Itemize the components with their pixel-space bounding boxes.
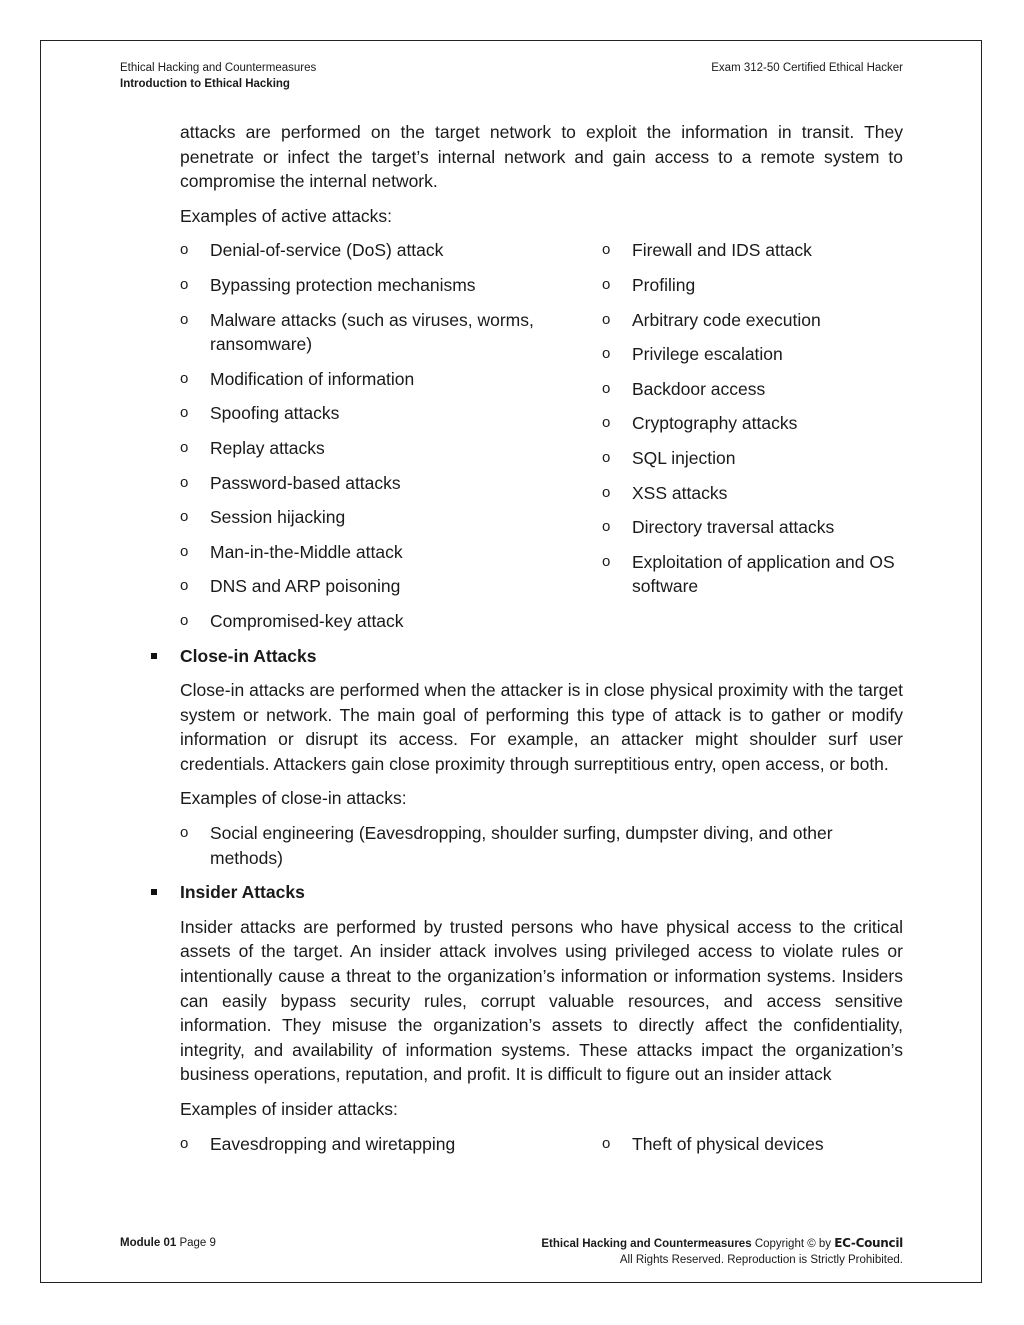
footer-module: Module 01 bbox=[120, 1237, 177, 1249]
insider-examples-columns bbox=[180, 1132, 903, 1167]
list-item-text: Directory traversal attacks bbox=[632, 517, 835, 538]
circle-bullet-icon: o bbox=[602, 310, 611, 328]
circle-bullet-icon: o bbox=[602, 241, 611, 259]
list-item-text: DNS and ARP poisoning bbox=[210, 576, 401, 597]
course-title: Ethical Hacking and Countermeasures bbox=[120, 62, 317, 74]
page-footer-left bbox=[120, 1235, 216, 1251]
list-item-text: Eavesdropping and wiretapping bbox=[210, 1133, 456, 1154]
list-item bbox=[180, 401, 602, 426]
list-item bbox=[180, 238, 602, 263]
list-item-text: Malware attacks (such as viruses, worms, ransomware) bbox=[210, 309, 534, 355]
insider-paragraph: Insider attacks are performed by trusted persons who have physical access to the critical assets of the target. An insider attack involves using privileged access to violate rules or intentionally cause a threat to the organization’s information or information systems. Insiders can easily bypass security rules, corrupt valuable resources, and access sensitive information. They misuse the organization’s assets to directly affect the confidentiality, integrity, and availability of information systems. These attacks impact the organization’s business operations, reputation, and profit. It is difficult to figure out an insider attack bbox=[180, 916, 903, 1085]
list-item-text: Modification of information bbox=[210, 368, 415, 389]
list-item-text: Spoofing attacks bbox=[210, 403, 340, 424]
footer-rights: All Rights Reserved. Reproduction is Strictly Prohibited. bbox=[619, 1254, 903, 1266]
list-item bbox=[602, 515, 902, 540]
list-item bbox=[602, 273, 902, 298]
circle-bullet-icon: o bbox=[180, 1134, 189, 1152]
circle-bullet-icon: o bbox=[180, 611, 189, 629]
list-item-text: Replay attacks bbox=[210, 437, 325, 458]
list-item bbox=[180, 574, 602, 599]
list-item bbox=[602, 342, 902, 367]
insider-heading-text: Insider Attacks bbox=[180, 882, 305, 903]
circle-bullet-icon: o bbox=[180, 241, 189, 259]
list-item bbox=[180, 273, 602, 298]
square-bullet-icon bbox=[151, 653, 157, 659]
list-item-text: Bypassing protection mechanisms bbox=[210, 274, 476, 295]
close-in-list bbox=[180, 821, 903, 870]
footer-copyright-text: Copyright © by bbox=[754, 1238, 832, 1250]
list-item bbox=[602, 446, 902, 471]
circle-bullet-icon: o bbox=[180, 542, 189, 560]
page-content bbox=[180, 120, 903, 1166]
square-bullet-icon bbox=[151, 889, 157, 895]
circle-bullet-icon: o bbox=[602, 275, 611, 293]
circle-bullet-icon: o bbox=[602, 345, 611, 363]
circle-bullet-icon: o bbox=[602, 518, 611, 536]
circle-bullet-icon: o bbox=[602, 379, 611, 397]
footer-page: Page 9 bbox=[179, 1237, 216, 1249]
footer-copyright-title: Ethical Hacking and Countermeasures bbox=[541, 1238, 752, 1250]
active-examples-label: Examples of active attacks: bbox=[180, 205, 393, 226]
list-item-text: Password-based attacks bbox=[210, 472, 401, 493]
list-item-text: Firewall and IDS attack bbox=[632, 240, 812, 261]
insider-list-left bbox=[180, 1132, 602, 1167]
list-item-text: Denial-of-service (DoS) attack bbox=[210, 240, 444, 261]
list-item bbox=[180, 540, 602, 565]
list-item bbox=[602, 550, 902, 599]
list-item-text: SQL injection bbox=[632, 447, 736, 468]
module-title: Introduction to Ethical Hacking bbox=[120, 78, 290, 90]
page-header-right bbox=[711, 60, 903, 76]
circle-bullet-icon: o bbox=[602, 448, 611, 466]
list-item bbox=[180, 471, 602, 496]
list-item bbox=[602, 1132, 902, 1157]
list-item-text: Cryptography attacks bbox=[632, 413, 798, 434]
list-item-text: Compromised-key attack bbox=[210, 610, 404, 631]
list-item-text: Theft of physical devices bbox=[632, 1133, 824, 1154]
ec-council-logo: EC-Council bbox=[834, 1236, 903, 1250]
circle-bullet-icon: o bbox=[602, 414, 611, 432]
list-item bbox=[180, 609, 602, 634]
circle-bullet-icon: o bbox=[180, 369, 189, 387]
list-item-text: Session hijacking bbox=[210, 507, 346, 528]
list-item bbox=[180, 1132, 602, 1157]
list-item-text: Privilege escalation bbox=[632, 344, 783, 365]
close-in-heading bbox=[180, 644, 903, 669]
circle-bullet-icon: o bbox=[180, 438, 189, 456]
close-in-paragraph: Close-in attacks are performed when the attacker is in close physical proximity with the target system or network. The main goal of performing this type of attack is to gather or modify information or disrupt its access. For example, an attacker might shoulder surf user credentials. Attackers gain close proximity through surreptitious entry, open access, or both. bbox=[180, 680, 903, 774]
list-item bbox=[180, 308, 602, 357]
circle-bullet-icon: o bbox=[602, 483, 611, 501]
list-item bbox=[602, 308, 902, 333]
page-header-left bbox=[120, 60, 316, 92]
list-item bbox=[602, 377, 902, 402]
insider-heading bbox=[180, 880, 903, 905]
page-footer-right bbox=[541, 1235, 903, 1268]
list-item-text: Backdoor access bbox=[632, 378, 766, 399]
list-item bbox=[180, 367, 602, 392]
intro-paragraph: attacks are performed on the target network to exploit the information in transit. They penetrate or infect the target’s internal network and gain access to a remote system to compromise the internal network. bbox=[180, 122, 903, 192]
circle-bullet-icon: o bbox=[180, 577, 189, 595]
circle-bullet-icon: o bbox=[602, 1134, 611, 1152]
active-list-left bbox=[180, 238, 602, 643]
close-in-examples-label: Examples of close-in attacks: bbox=[180, 788, 407, 809]
list-item-text: Social engineering (Eavesdropping, shoulder surfing, dumpster diving, and other methods) bbox=[210, 823, 833, 868]
list-item-text: Profiling bbox=[632, 274, 696, 295]
list-item bbox=[602, 481, 902, 506]
circle-bullet-icon: o bbox=[180, 275, 189, 293]
circle-bullet-icon: o bbox=[180, 310, 189, 328]
active-list-right bbox=[602, 238, 902, 643]
circle-bullet-icon: o bbox=[602, 552, 611, 570]
insider-list-right bbox=[602, 1132, 902, 1167]
list-item-text: XSS attacks bbox=[632, 482, 728, 503]
close-in-heading-text: Close-in Attacks bbox=[180, 645, 317, 666]
circle-bullet-icon: o bbox=[180, 473, 189, 491]
active-examples-columns bbox=[180, 238, 903, 643]
list-item bbox=[602, 238, 902, 263]
list-item bbox=[602, 411, 902, 436]
circle-bullet-icon: o bbox=[180, 508, 189, 526]
list-item-text: Man-in-the-Middle attack bbox=[210, 541, 403, 562]
insider-examples-label: Examples of insider attacks: bbox=[180, 1099, 398, 1119]
circle-bullet-icon: o bbox=[180, 824, 189, 842]
list-item bbox=[180, 505, 602, 530]
circle-bullet-icon: o bbox=[180, 404, 189, 422]
exam-title: Exam 312-50 Certified Ethical Hacker bbox=[711, 62, 903, 74]
list-item-text: Arbitrary code execution bbox=[632, 309, 821, 330]
list-item-text: Exploitation of application and OS software bbox=[632, 551, 895, 597]
list-item bbox=[180, 436, 602, 461]
list-item bbox=[180, 821, 903, 870]
